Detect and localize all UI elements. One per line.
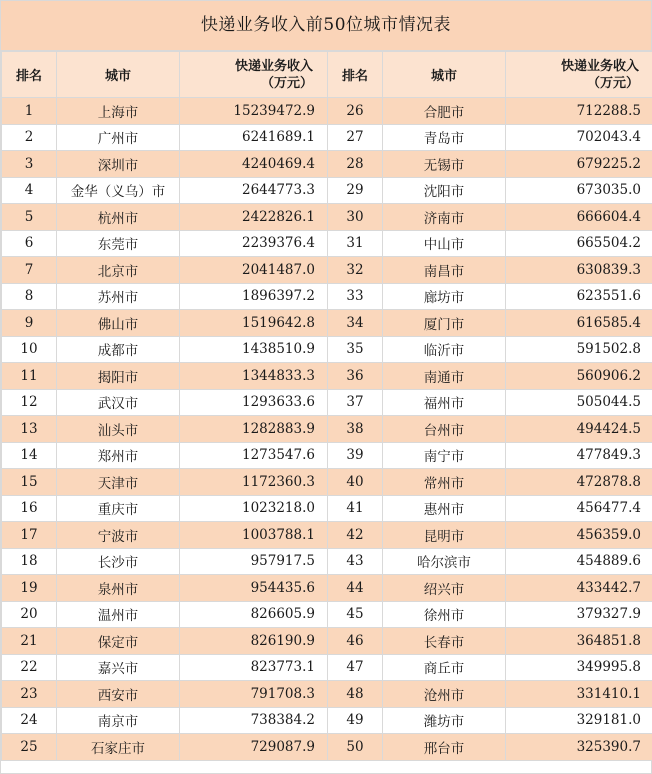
table-row xyxy=(2,283,652,310)
rank-cell: 9 xyxy=(2,310,57,337)
revenue-cell: 4240469.4 xyxy=(180,151,328,178)
city-cell: 郑州市 xyxy=(57,442,180,469)
city-cell: 重庆市 xyxy=(57,495,180,522)
rank-cell: 28 xyxy=(328,151,383,178)
city-cell: 上海市 xyxy=(57,98,180,125)
rank-cell: 15 xyxy=(2,469,57,496)
city-cell: 廊坊市 xyxy=(383,283,506,310)
revenue-cell: 826605.9 xyxy=(180,601,328,628)
city-cell: 无锡市 xyxy=(383,151,506,178)
revenue-cell: 505044.5 xyxy=(506,389,652,416)
revenue-cell: 1003788.1 xyxy=(180,522,328,549)
table-row xyxy=(2,575,652,602)
table-row xyxy=(2,442,652,469)
rank-cell: 32 xyxy=(328,257,383,284)
table-row xyxy=(2,469,652,496)
city-cell: 东莞市 xyxy=(57,230,180,257)
city-cell: 北京市 xyxy=(57,257,180,284)
rank-cell: 50 xyxy=(328,734,383,761)
rank-cell: 7 xyxy=(2,257,57,284)
city-cell: 杭州市 xyxy=(57,204,180,231)
rank-header-left: 排名 xyxy=(2,52,57,98)
revenue-cell: 2644773.3 xyxy=(180,177,328,204)
rank-cell: 30 xyxy=(328,204,383,231)
rank-cell: 38 xyxy=(328,416,383,443)
rank-cell: 35 xyxy=(328,336,383,363)
city-cell: 厦门市 xyxy=(383,310,506,337)
city-cell: 惠州市 xyxy=(383,495,506,522)
rank-cell: 34 xyxy=(328,310,383,337)
table-row xyxy=(2,495,652,522)
rank-cell: 17 xyxy=(2,522,57,549)
table-body xyxy=(2,98,652,761)
city-cell: 南昌市 xyxy=(383,257,506,284)
revenue-cell: 472878.8 xyxy=(506,469,652,496)
city-cell: 长春市 xyxy=(383,628,506,655)
rank-cell: 26 xyxy=(328,98,383,125)
rank-cell: 40 xyxy=(328,469,383,496)
city-revenue-table xyxy=(1,51,652,761)
revenue-cell: 1282883.9 xyxy=(180,416,328,443)
revenue-cell: 1023218.0 xyxy=(180,495,328,522)
city-cell: 宁波市 xyxy=(57,522,180,549)
city-cell: 石家庄市 xyxy=(57,734,180,761)
revenue-cell: 560906.2 xyxy=(506,363,652,390)
revenue-header-right xyxy=(506,52,652,98)
revenue-cell: 1172360.3 xyxy=(180,469,328,496)
city-cell: 福州市 xyxy=(383,389,506,416)
revenue-cell: 826190.9 xyxy=(180,628,328,655)
revenue-cell: 456477.4 xyxy=(506,495,652,522)
rank-cell: 21 xyxy=(2,628,57,655)
revenue-cell: 349995.8 xyxy=(506,654,652,681)
revenue-cell: 379327.9 xyxy=(506,601,652,628)
city-cell: 广州市 xyxy=(57,124,180,151)
city-cell: 合肥市 xyxy=(383,98,506,125)
rank-cell: 22 xyxy=(2,654,57,681)
table-row xyxy=(2,654,652,681)
rank-cell: 8 xyxy=(2,283,57,310)
city-cell: 台州市 xyxy=(383,416,506,443)
city-cell: 佛山市 xyxy=(57,310,180,337)
revenue-cell: 623551.6 xyxy=(506,283,652,310)
table-row xyxy=(2,151,652,178)
table-row xyxy=(2,707,652,734)
revenue-cell: 1273547.6 xyxy=(180,442,328,469)
revenue-cell: 6241689.1 xyxy=(180,124,328,151)
city-header-left: 城市 xyxy=(57,52,180,98)
city-cell: 徐州市 xyxy=(383,601,506,628)
rank-cell: 33 xyxy=(328,283,383,310)
city-cell: 潍坊市 xyxy=(383,707,506,734)
revenue-header-right-line1: 快递业务收入 xyxy=(560,58,639,74)
city-cell: 苏州市 xyxy=(57,283,180,310)
rank-cell: 43 xyxy=(328,548,383,575)
city-cell: 济南市 xyxy=(383,204,506,231)
city-cell: 哈尔滨市 xyxy=(383,548,506,575)
city-cell: 长沙市 xyxy=(57,548,180,575)
revenue-cell: 1438510.9 xyxy=(180,336,328,363)
city-cell: 深圳市 xyxy=(57,151,180,178)
revenue-cell: 2239376.4 xyxy=(180,230,328,257)
revenue-cell: 957917.5 xyxy=(180,548,328,575)
revenue-cell: 433442.7 xyxy=(506,575,652,602)
rank-cell: 2 xyxy=(2,124,57,151)
city-cell: 成都市 xyxy=(57,336,180,363)
city-cell: 温州市 xyxy=(57,601,180,628)
revenue-header-left xyxy=(180,52,328,98)
revenue-cell: 791708.3 xyxy=(180,681,328,708)
rank-cell: 39 xyxy=(328,442,383,469)
revenue-cell: 679225.2 xyxy=(506,151,652,178)
rank-cell: 5 xyxy=(2,204,57,231)
city-cell: 邢台市 xyxy=(383,734,506,761)
city-cell: 沈阳市 xyxy=(383,177,506,204)
table-row xyxy=(2,628,652,655)
revenue-cell: 823773.1 xyxy=(180,654,328,681)
city-cell: 青岛市 xyxy=(383,124,506,151)
city-cell: 常州市 xyxy=(383,469,506,496)
rank-cell: 16 xyxy=(2,495,57,522)
revenue-cell: 665504.2 xyxy=(506,230,652,257)
city-cell: 商丘市 xyxy=(383,654,506,681)
rank-header-right: 排名 xyxy=(328,52,383,98)
city-cell: 汕头市 xyxy=(57,416,180,443)
revenue-cell: 329181.0 xyxy=(506,707,652,734)
table-row xyxy=(2,257,652,284)
revenue-cell: 738384.2 xyxy=(180,707,328,734)
revenue-cell: 494424.5 xyxy=(506,416,652,443)
rank-cell: 12 xyxy=(2,389,57,416)
revenue-cell: 331410.1 xyxy=(506,681,652,708)
revenue-cell: 477849.3 xyxy=(506,442,652,469)
rank-cell: 14 xyxy=(2,442,57,469)
city-cell: 昆明市 xyxy=(383,522,506,549)
rank-cell: 4 xyxy=(2,177,57,204)
revenue-cell: 1344833.3 xyxy=(180,363,328,390)
table-row xyxy=(2,416,652,443)
table-row xyxy=(2,548,652,575)
rank-cell: 48 xyxy=(328,681,383,708)
revenue-header-left-line1: 快递业务收入 xyxy=(234,58,313,74)
rank-cell: 29 xyxy=(328,177,383,204)
revenue-cell: 2041487.0 xyxy=(180,257,328,284)
revenue-cell: 15239472.9 xyxy=(180,98,328,125)
rank-cell: 42 xyxy=(328,522,383,549)
revenue-cell: 456359.0 xyxy=(506,522,652,549)
city-cell: 西安市 xyxy=(57,681,180,708)
city-cell: 泉州市 xyxy=(57,575,180,602)
revenue-cell: 364851.8 xyxy=(506,628,652,655)
rank-cell: 3 xyxy=(2,151,57,178)
rank-cell: 11 xyxy=(2,363,57,390)
revenue-cell: 673035.0 xyxy=(506,177,652,204)
table-row xyxy=(2,98,652,125)
rank-cell: 23 xyxy=(2,681,57,708)
table-row xyxy=(2,336,652,363)
city-cell: 保定市 xyxy=(57,628,180,655)
city-cell: 天津市 xyxy=(57,469,180,496)
city-header-right: 城市 xyxy=(383,52,506,98)
city-cell: 南宁市 xyxy=(383,442,506,469)
revenue-header-right-line2: （万元） xyxy=(586,75,639,91)
table-row xyxy=(2,389,652,416)
table-row xyxy=(2,124,652,151)
revenue-cell: 591502.8 xyxy=(506,336,652,363)
rank-cell: 37 xyxy=(328,389,383,416)
city-cell: 揭阳市 xyxy=(57,363,180,390)
city-cell: 沧州市 xyxy=(383,681,506,708)
city-cell: 绍兴市 xyxy=(383,575,506,602)
rank-cell: 27 xyxy=(328,124,383,151)
rank-cell: 41 xyxy=(328,495,383,522)
table-row xyxy=(2,601,652,628)
rank-cell: 18 xyxy=(2,548,57,575)
city-cell: 金华（义乌）市 xyxy=(57,177,180,204)
city-cell: 南通市 xyxy=(383,363,506,390)
rank-cell: 45 xyxy=(328,601,383,628)
revenue-cell: 1519642.8 xyxy=(180,310,328,337)
table-row xyxy=(2,522,652,549)
revenue-cell: 325390.7 xyxy=(506,734,652,761)
table-row xyxy=(2,681,652,708)
rank-cell: 20 xyxy=(2,601,57,628)
revenue-cell: 2422826.1 xyxy=(180,204,328,231)
header-row xyxy=(2,52,652,98)
revenue-cell: 702043.4 xyxy=(506,124,652,151)
rank-cell: 44 xyxy=(328,575,383,602)
table-row xyxy=(2,734,652,761)
revenue-cell: 729087.9 xyxy=(180,734,328,761)
table-row xyxy=(2,204,652,231)
table-row xyxy=(2,230,652,257)
rank-cell: 10 xyxy=(2,336,57,363)
table-row xyxy=(2,310,652,337)
city-cell: 中山市 xyxy=(383,230,506,257)
rank-cell: 25 xyxy=(2,734,57,761)
revenue-cell: 616585.4 xyxy=(506,310,652,337)
rank-cell: 19 xyxy=(2,575,57,602)
table-title: 快递业务收入前50位城市情况表 xyxy=(1,1,651,51)
revenue-header-left-line2: （万元） xyxy=(260,75,313,91)
rank-cell: 24 xyxy=(2,707,57,734)
rank-cell: 46 xyxy=(328,628,383,655)
revenue-cell: 1896397.2 xyxy=(180,283,328,310)
city-cell: 临沂市 xyxy=(383,336,506,363)
table-row xyxy=(2,363,652,390)
table-row xyxy=(2,177,652,204)
revenue-cell: 630839.3 xyxy=(506,257,652,284)
city-cell: 嘉兴市 xyxy=(57,654,180,681)
city-cell: 南京市 xyxy=(57,707,180,734)
rank-cell: 49 xyxy=(328,707,383,734)
city-cell: 武汉市 xyxy=(57,389,180,416)
revenue-cell: 666604.4 xyxy=(506,204,652,231)
revenue-cell: 954435.6 xyxy=(180,575,328,602)
revenue-cell: 712288.5 xyxy=(506,98,652,125)
rank-cell: 36 xyxy=(328,363,383,390)
revenue-cell: 454889.6 xyxy=(506,548,652,575)
rank-cell: 1 xyxy=(2,98,57,125)
rank-cell: 6 xyxy=(2,230,57,257)
rank-cell: 31 xyxy=(328,230,383,257)
rank-cell: 13 xyxy=(2,416,57,443)
rank-cell: 47 xyxy=(328,654,383,681)
revenue-cell: 1293633.6 xyxy=(180,389,328,416)
